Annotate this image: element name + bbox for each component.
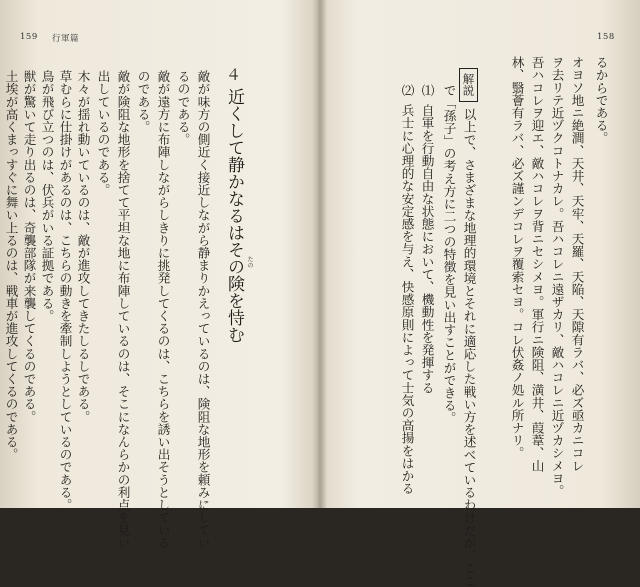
commentary-line: で「孫子」の考え方に二つの特徴を見い出すことができる。 xyxy=(441,84,457,425)
paragraph-line: 草むらに仕掛けがあるのは、こちらの動きを牽制しようとしているのである。 xyxy=(57,70,73,511)
section-title: 近くして静かなるはその険を恃む xyxy=(224,88,244,343)
paragraph-line: 獣が驚いて走り出るのは、奇襲部隊が来襲してくるのである。 xyxy=(21,70,37,423)
running-head: 行軍篇 xyxy=(52,34,80,44)
point-marker: ⑴ xyxy=(419,84,435,97)
title-ruby: たの xyxy=(246,256,253,268)
kanbun-line: 林、翳薈有ラバ、必ズ謹ンデコレヲ覆索セヨ。コレ伏姦ノ処ル所ナリ。 xyxy=(509,56,525,460)
paragraph-line: 敵が味方の側近く接近しながら静まりかえっているのは、険阻な地形を頼みにしてい xyxy=(195,70,211,549)
kanbun-line: 吾ハコレヲ迎エ、敵ハコレヲ背ニセシメヨ。軍行ニ険阻、潢井、葭葦、山 xyxy=(529,56,545,472)
paragraph-line: 鳥が飛び立つのは、伏兵がいる証拠である。 xyxy=(39,70,55,322)
kanbun-line: オヨソ地ニ絶澗、天井、天牢、天羅、天陥、天隙有ラバ、必ズ亟カニコレ xyxy=(569,56,585,472)
paragraph-line: るのである。 xyxy=(175,70,191,146)
paragraph-line: 敵が遠方に布陣しながらしきりに挑発してくるのは、こちらを誘い出そうとしている xyxy=(155,70,171,549)
paragraph-line: 敵が険阻な地形を捨てて平坦な地に布陣しているのは、そこになんらかの利点を見い xyxy=(115,70,131,549)
paragraph-line: 木々が揺れ動いているのは、敵が進攻してきたしるしである。 xyxy=(75,70,91,423)
paragraph-line: 出しているのである。 xyxy=(95,70,111,196)
point-text: 兵士に心理的な安定感を与え、快感原則によって士気の高揚をはかる xyxy=(399,104,415,495)
kanbun-line: ヲ去リテ近ヅクコトナカレ。吾ハコレニ遠ザカリ、敵ハコレニ近ヅカシメヨ。 xyxy=(549,56,565,497)
commentary-label: 解説 xyxy=(461,73,476,96)
book-gutter xyxy=(312,0,328,508)
lead-line: るからである。 xyxy=(593,56,609,145)
section-number: ４ xyxy=(226,66,242,84)
point-text: 自軍を行動自由な状態において、機動性を発揮する xyxy=(419,104,435,394)
page-number-left: 159 xyxy=(20,32,38,42)
paragraph-line: 土埃が高くまっすぐに舞い上るのは、戦車が進攻してくるのである。 xyxy=(3,70,19,461)
page-number-right: 158 xyxy=(597,32,615,42)
commentary-line: 以上で、さまざまな地理的環境とそれに適応した戦い方を述べているわけだが、ここ xyxy=(461,108,477,587)
paragraph-line: のである。 xyxy=(135,70,151,133)
point-marker: ⑵ xyxy=(399,84,415,97)
